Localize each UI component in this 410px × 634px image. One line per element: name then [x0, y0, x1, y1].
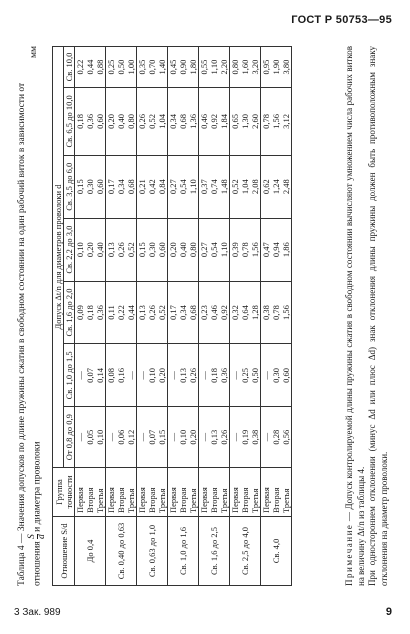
- tolerance-value: 1,36: [188, 113, 198, 129]
- tolerance-value: 1,84: [219, 113, 229, 129]
- tolerance-cell: [261, 281, 292, 344]
- tolerance-value: 0,90: [178, 59, 188, 75]
- tolerance-cell: [168, 155, 199, 218]
- tolerance-value: 0,25: [240, 367, 250, 383]
- tolerance-cell: [106, 407, 137, 468]
- tolerance-value: —: [261, 432, 271, 442]
- tolerance-cell: [199, 47, 230, 88]
- tolerance-value: 0,28: [271, 429, 281, 445]
- tolerance-value: 0,23: [199, 305, 209, 320]
- tolerance-value: —: [168, 371, 178, 380]
- tolerance-cell: [75, 218, 106, 281]
- tolerance-value: 0,18: [209, 367, 219, 383]
- tolerance-value: 2,60: [250, 113, 260, 129]
- tolerance-value: —: [75, 432, 85, 442]
- tolerance-value: 0,30: [271, 367, 281, 383]
- tolerance-value: 0,16: [116, 367, 126, 383]
- tolerance-value: 1,10: [188, 179, 198, 195]
- tolerance-value: 2,48: [281, 179, 291, 195]
- group-label: Первая: [261, 487, 271, 513]
- table-row: [137, 47, 168, 586]
- ratio-cell: Св. 2,5 до 4,0: [230, 517, 261, 586]
- tolerance-cell: [75, 155, 106, 218]
- group-label: Третья: [188, 488, 198, 513]
- tolerance-value: 0,30: [147, 242, 157, 258]
- tolerance-value: 0,44: [126, 305, 136, 320]
- tolerance-cell: [106, 88, 137, 156]
- tolerance-value: 1,10: [209, 59, 219, 75]
- tolerance-value: 1,48: [219, 179, 229, 195]
- tolerance-value: 0,52: [230, 179, 240, 195]
- tolerance-value: 3,20: [250, 59, 260, 75]
- tolerance-value: 0,78: [271, 305, 281, 320]
- group-label: Вторая: [147, 487, 157, 513]
- tolerance-table: [52, 46, 292, 586]
- standard-header: ГОСТ Р 50753—95: [291, 14, 392, 26]
- tolerance-value: 0,55: [199, 59, 209, 75]
- tolerance-cell: [106, 344, 137, 407]
- tolerance-value: 0,15: [75, 179, 85, 195]
- tolerance-value: 0,88: [95, 59, 105, 75]
- tolerance-value: 0,42: [147, 179, 157, 195]
- tolerance-value: 0,10: [178, 429, 188, 445]
- tolerance-value: 0,15: [137, 242, 147, 258]
- tolerance-value: 0,95: [261, 59, 271, 75]
- column-header: От 0,8 до 0,9: [64, 407, 75, 468]
- tolerance-value: 0,60: [95, 179, 105, 195]
- tolerance-value: —: [75, 371, 85, 380]
- tolerance-cell: [261, 47, 292, 88]
- group-label: Третья: [157, 488, 167, 513]
- tolerance-value: 0,20: [106, 113, 116, 129]
- tolerance-cell: [199, 407, 230, 468]
- tolerance-cell: [261, 407, 292, 468]
- group-label: Вторая: [178, 487, 188, 513]
- tolerance-value: 0,60: [95, 113, 105, 129]
- tolerance-cell: [199, 344, 230, 407]
- tolerance-value: 0,52: [147, 113, 157, 129]
- head-ratio: Отношение S/d: [53, 517, 75, 586]
- tolerance-value: 0,40: [116, 113, 126, 129]
- tolerance-value: 1,56: [250, 242, 260, 258]
- tolerance-value: 0,84: [157, 179, 167, 195]
- tolerance-cell: [199, 281, 230, 344]
- tolerance-cell: [168, 218, 199, 281]
- tolerance-value: 0,52: [157, 305, 167, 320]
- tolerance-value: 0,44: [85, 59, 95, 75]
- tolerance-value: 1,56: [271, 113, 281, 129]
- tolerance-value: 0,19: [240, 429, 250, 445]
- tolerance-value: 0,26: [137, 113, 147, 129]
- group-label: Первая: [199, 487, 209, 513]
- tolerance-value: 0,30: [85, 179, 95, 195]
- tolerance-value: 0,13: [137, 305, 147, 320]
- tolerance-cell: [137, 407, 168, 468]
- note-paragraph-2: При одностороннем отклонении (минус Δd или плюс Δd) знак отклонения длины пружины должен быть противоположным знаку отклонения на диаметр проволоки.: [367, 46, 389, 586]
- tolerance-value: —: [126, 371, 136, 380]
- tolerance-cell: [199, 155, 230, 218]
- tolerance-value: 0,36: [85, 113, 95, 129]
- tolerance-value: 0,56: [281, 429, 291, 445]
- tolerance-cell: [230, 88, 261, 156]
- tolerance-value: 0,13: [209, 429, 219, 445]
- tolerance-value: 3,80: [281, 59, 291, 75]
- tolerance-value: 0,60: [157, 242, 167, 258]
- tolerance-value: 1,86: [281, 242, 291, 258]
- tolerance-value: 1,10: [219, 242, 229, 258]
- tolerance-value: 0,15: [157, 429, 167, 445]
- tolerance-value: 0,38: [261, 305, 271, 320]
- group-cell: [230, 468, 261, 517]
- tolerance-value: 0,11: [106, 305, 116, 320]
- column-header: Св. 6,5 до 10,0: [64, 88, 75, 156]
- tolerance-value: 0,47: [261, 242, 271, 258]
- tolerance-cell: [106, 281, 137, 344]
- caption-text-b: и диаметра проволоки: [32, 441, 43, 532]
- tolerance-value: 0,26: [116, 242, 126, 258]
- tolerance-value: 0,26: [188, 367, 198, 383]
- tolerance-value: 0,10: [147, 367, 157, 383]
- tolerance-value: 0,80: [188, 242, 198, 258]
- group-label: Первая: [106, 487, 116, 513]
- tolerance-value: 1,04: [240, 179, 250, 195]
- rotated-table-block: [14, 46, 392, 586]
- tolerance-value: 0,62: [261, 179, 271, 195]
- tolerance-value: 0,64: [240, 305, 250, 320]
- group-label: Первая: [75, 487, 85, 513]
- tolerance-value: 0,22: [116, 305, 126, 320]
- caption-ratio-den: d: [37, 534, 47, 539]
- tolerance-cell: [168, 88, 199, 156]
- group-label: Первая: [137, 487, 147, 513]
- page-number: 9: [385, 606, 392, 618]
- group-cell: [168, 468, 199, 517]
- tolerance-cell: [137, 344, 168, 407]
- tolerance-value: 0,08: [106, 367, 116, 383]
- tolerance-value: 0,07: [85, 367, 95, 383]
- note-label: Примечание: [344, 523, 354, 586]
- tolerance-cell: [230, 47, 261, 88]
- head-tolerance: Допуск Δt/n для диаметров проволоки d: [53, 47, 64, 468]
- tolerance-value: 0,13: [178, 367, 188, 383]
- tolerance-cell: [168, 344, 199, 407]
- tolerance-value: 0,78: [240, 242, 250, 258]
- table-row: [168, 47, 199, 586]
- tolerance-value: 0,52: [126, 242, 136, 258]
- tolerance-cell: [199, 88, 230, 156]
- tolerance-value: 0,20: [188, 429, 198, 445]
- group-cell: [261, 468, 292, 517]
- tolerance-cell: [75, 344, 106, 407]
- group-label: Первая: [230, 487, 240, 513]
- tolerance-cell: [230, 344, 261, 407]
- tolerance-value: 1,24: [271, 179, 281, 195]
- tolerance-value: 0,34: [168, 113, 178, 129]
- tolerance-value: 0,60: [281, 367, 291, 383]
- column-header: Св. 3,5 до 6,0: [64, 155, 75, 218]
- group-label: Первая: [168, 487, 178, 513]
- tolerance-value: 0,78: [261, 113, 271, 129]
- tolerance-cell: [75, 281, 106, 344]
- tolerance-value: 0,26: [219, 429, 229, 445]
- table-row: [106, 47, 137, 586]
- tolerance-value: —: [199, 432, 209, 442]
- tolerance-value: 0,10: [95, 429, 105, 445]
- tolerance-value: 0,06: [116, 429, 126, 445]
- tolerance-cell: [261, 155, 292, 218]
- tolerance-value: —: [137, 371, 147, 380]
- tolerance-cell: [75, 407, 106, 468]
- table-row: [230, 47, 261, 586]
- tolerance-value: 1,28: [250, 305, 260, 320]
- tolerance-value: 0,38: [250, 429, 260, 445]
- tolerance-value: 0,68: [188, 305, 198, 320]
- group-label: Третья: [126, 488, 136, 513]
- print-order-footer: 3 Зак. 989: [14, 607, 61, 618]
- caption-unit: мм: [29, 46, 39, 59]
- tolerance-value: 1,60: [240, 59, 250, 75]
- tolerance-cell: [168, 281, 199, 344]
- caption-ratio: [28, 534, 47, 539]
- tolerance-value: 0,80: [230, 59, 240, 75]
- tolerance-value: 0,05: [85, 429, 95, 445]
- tolerance-value: 0,36: [219, 367, 229, 383]
- tolerance-value: 0,22: [75, 59, 85, 75]
- tolerance-value: —: [168, 432, 178, 442]
- table-notes: [344, 46, 390, 586]
- tolerance-value: 1,30: [240, 113, 250, 129]
- group-cell: [137, 468, 168, 517]
- tolerance-cell: [261, 88, 292, 156]
- tolerance-value: 0,68: [126, 179, 136, 195]
- tolerance-value: 0,32: [230, 305, 240, 320]
- tolerance-value: 0,54: [178, 179, 188, 195]
- column-header: Св. 1,6 до 2,0: [64, 281, 75, 344]
- tolerance-value: 0,18: [85, 305, 95, 320]
- column-header: Св. 1,0 до 1,5: [64, 344, 75, 407]
- ratio-cell: Св. 1,6 до 2,5: [199, 517, 230, 586]
- group-label: Вторая: [116, 487, 126, 513]
- tolerance-value: 0,09: [75, 305, 85, 320]
- tolerance-value: —: [199, 371, 209, 380]
- tolerance-value: 1,90: [271, 59, 281, 75]
- caption-ratio-num: S: [27, 534, 37, 539]
- tolerance-value: 0,20: [157, 367, 167, 383]
- table-row: [199, 47, 230, 586]
- tolerance-cell: [137, 47, 168, 88]
- ratio-cell: Св. 4,0: [261, 517, 292, 586]
- tolerance-value: 0,40: [178, 242, 188, 258]
- tolerance-value: 2,08: [250, 179, 260, 195]
- tolerance-cell: [137, 155, 168, 218]
- tolerance-value: 1,04: [157, 113, 167, 129]
- note-paragraph-1: — Допуск контролируемой длины пружины сжатия в свободном состоянии вычисляют умножением числа рабочих витков на величину Δt/n из таблицы 4.: [344, 45, 366, 586]
- tolerance-value: 0,70: [147, 59, 157, 75]
- tolerance-value: 0,27: [199, 242, 209, 258]
- group-cell: [106, 468, 137, 517]
- group-label: Третья: [281, 488, 291, 513]
- tolerance-cell: [168, 407, 199, 468]
- tolerance-value: 0,92: [219, 305, 229, 320]
- table-row: [75, 47, 106, 586]
- table-caption: [16, 46, 47, 586]
- tolerance-value: 0,74: [209, 179, 219, 195]
- tolerance-value: 0,40: [95, 242, 105, 258]
- tolerance-value: 0,10: [75, 242, 85, 258]
- tolerance-value: 0,25: [106, 59, 116, 75]
- tolerance-value: 3,12: [281, 113, 291, 129]
- tolerance-value: 0,07: [147, 429, 157, 445]
- tolerance-value: 0,92: [209, 113, 219, 129]
- ratio-cell: Св. 0,40 до 0,63: [106, 517, 137, 586]
- tolerance-value: 0,94: [271, 242, 281, 258]
- tolerance-value: —: [230, 371, 240, 380]
- tolerance-cell: [106, 155, 137, 218]
- tolerance-value: 1,80: [188, 59, 198, 75]
- tolerance-value: 0,68: [178, 113, 188, 129]
- tolerance-value: 0,46: [209, 305, 219, 320]
- group-label: Третья: [219, 488, 229, 513]
- tolerance-value: —: [230, 432, 240, 442]
- tolerance-value: 0,34: [116, 179, 126, 195]
- tolerance-value: 0,35: [137, 59, 147, 75]
- group-label: Третья: [250, 488, 260, 513]
- group-label: Вторая: [85, 487, 95, 513]
- tolerance-value: 0,80: [126, 113, 136, 129]
- tolerance-value: 0,20: [168, 242, 178, 258]
- tolerance-value: 0,50: [250, 367, 260, 383]
- group-cell: [199, 468, 230, 517]
- tolerance-cell: [106, 47, 137, 88]
- column-header: Св. 2,2 до 3,0: [64, 218, 75, 281]
- tolerance-value: 1,56: [281, 305, 291, 320]
- group-cell: [75, 468, 106, 517]
- tolerance-value: 0,50: [116, 59, 126, 75]
- tolerance-value: 0,39: [230, 242, 240, 258]
- tolerance-cell: [199, 218, 230, 281]
- tolerance-cell: [106, 218, 137, 281]
- tolerance-cell: [137, 281, 168, 344]
- tolerance-value: 0,46: [199, 113, 209, 129]
- tolerance-value: 0,37: [199, 179, 209, 195]
- tolerance-value: 0,45: [168, 59, 178, 75]
- tolerance-value: 0,18: [75, 113, 85, 129]
- caption-text-a: Таблица 4 — Значения допусков по длине пружины сжатия в свободном состоянии на один рабочий виток в зависимости от отношения: [17, 82, 43, 586]
- tolerance-value: 1,40: [157, 59, 167, 75]
- tolerance-cell: [230, 155, 261, 218]
- tolerance-cell: [230, 407, 261, 468]
- tolerance-value: 0,13: [106, 242, 116, 258]
- group-label: Вторая: [271, 487, 281, 513]
- group-label: Третья: [95, 488, 105, 513]
- tolerance-value: —: [137, 432, 147, 442]
- tolerance-value: 0,17: [168, 305, 178, 320]
- ratio-cell: Св. 0,63 до 1,0: [137, 517, 168, 586]
- tolerance-value: 1,00: [126, 59, 136, 75]
- tolerance-cell: [137, 88, 168, 156]
- tolerance-value: 2,20: [219, 59, 229, 75]
- table-row: [261, 47, 292, 586]
- tolerance-value: 0,20: [85, 242, 95, 258]
- tolerance-value: 0,17: [106, 179, 116, 195]
- group-label: Вторая: [209, 487, 219, 513]
- tolerance-value: 0,34: [178, 305, 188, 320]
- tolerance-value: 0,65: [230, 113, 240, 129]
- ratio-cell: Св. 1,0 до 1,6: [168, 517, 199, 586]
- tolerance-value: 0,21: [137, 179, 147, 195]
- column-header: Св. 10,0: [64, 47, 75, 88]
- tolerance-cell: [261, 344, 292, 407]
- tolerance-value: 0,26: [147, 305, 157, 320]
- tolerance-value: 0,12: [126, 429, 136, 445]
- ratio-cell: До 0,4: [75, 517, 106, 586]
- tolerance-cell: [75, 47, 106, 88]
- tolerance-cell: [75, 88, 106, 156]
- tolerance-value: 0,14: [95, 367, 105, 383]
- tolerance-cell: [168, 47, 199, 88]
- tolerance-cell: [261, 218, 292, 281]
- tolerance-value: —: [261, 371, 271, 380]
- head-group: Группа точности: [53, 468, 75, 517]
- tolerance-cell: [230, 281, 261, 344]
- tolerance-cell: [137, 218, 168, 281]
- tolerance-value: 0,54: [209, 242, 219, 258]
- tolerance-value: —: [106, 432, 116, 442]
- group-label: Вторая: [240, 487, 250, 513]
- tolerance-value: 0,36: [95, 305, 105, 320]
- tolerance-cell: [230, 218, 261, 281]
- tolerance-value: 0,27: [168, 179, 178, 195]
